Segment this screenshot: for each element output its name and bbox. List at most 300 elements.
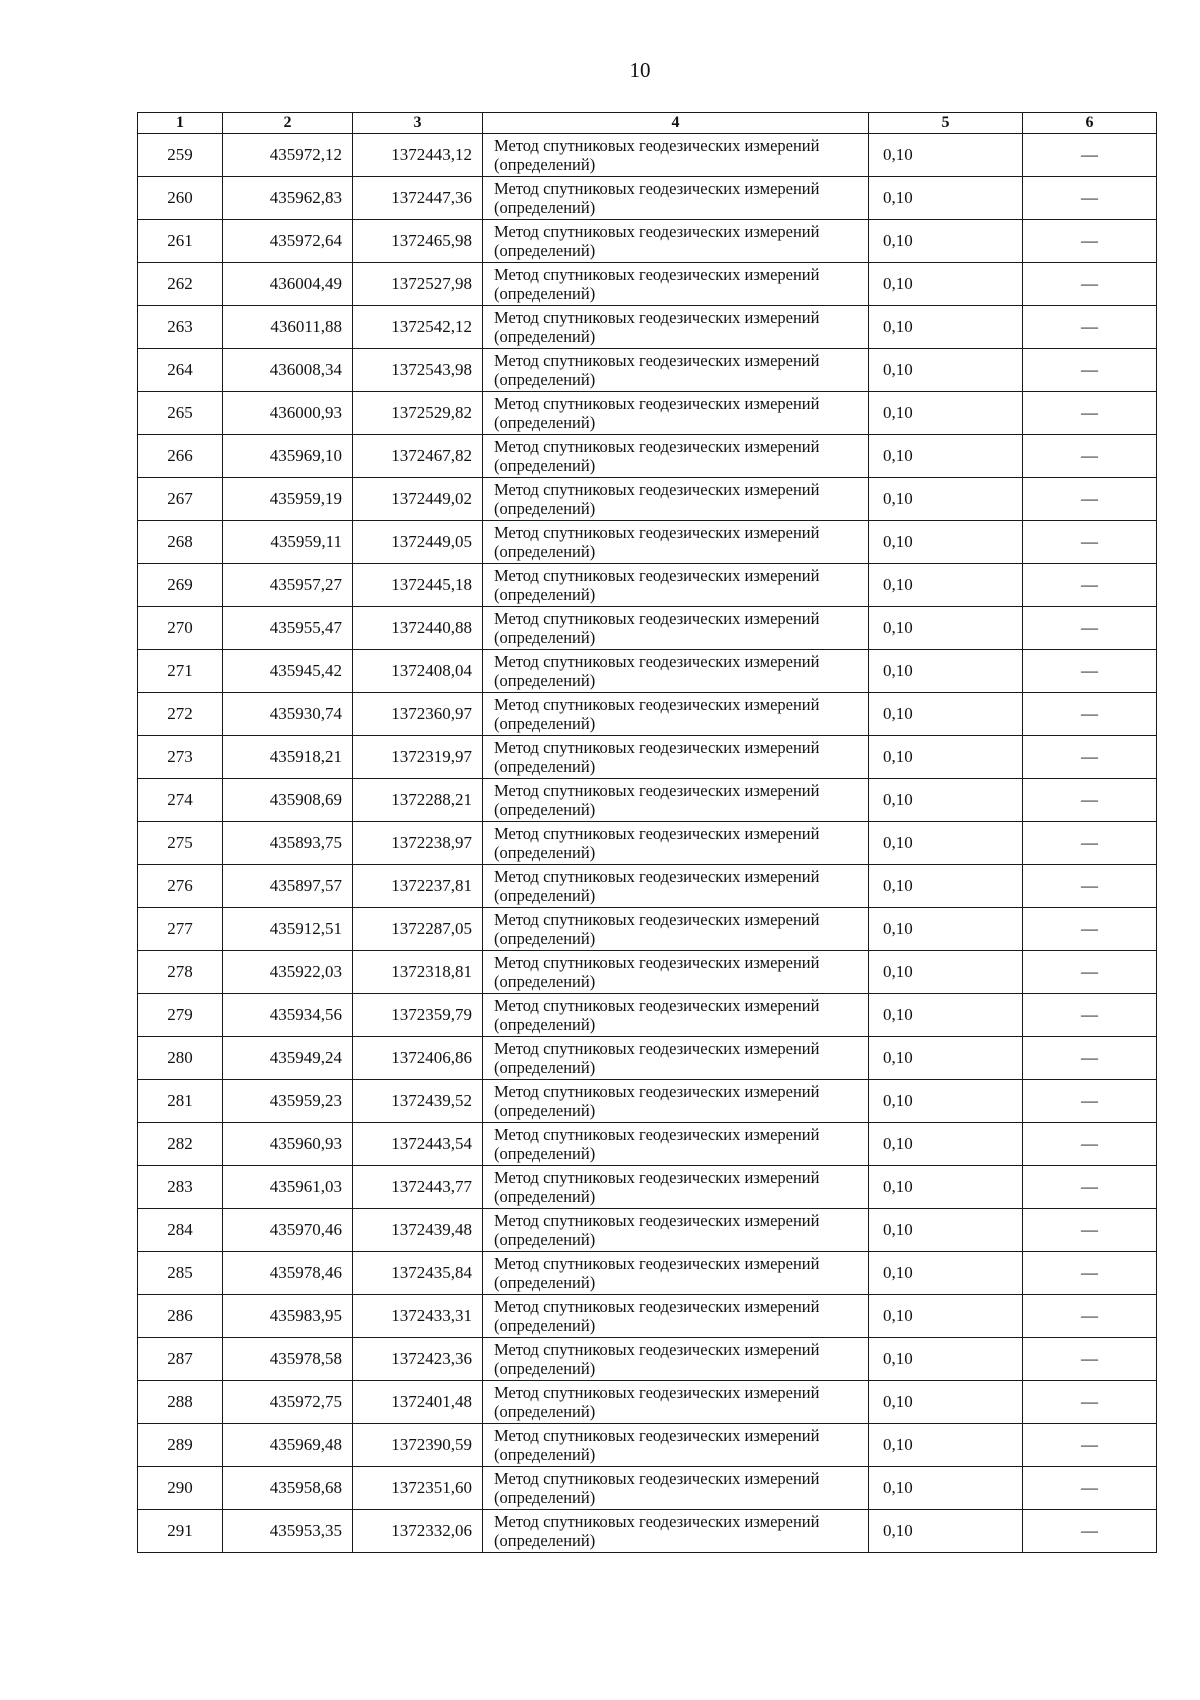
note-cell: — [1023, 177, 1157, 220]
method-cell [483, 908, 869, 951]
accuracy-cell: 0,10 [869, 1510, 1023, 1553]
method-line-1: Метод спутниковых геодезических измерений [494, 1254, 820, 1273]
method-cell [483, 1338, 869, 1381]
accuracy-cell: 0,10 [869, 1166, 1023, 1209]
note-cell: — [1023, 1295, 1157, 1338]
accuracy-cell: 0,10 [869, 177, 1023, 220]
method-cell [483, 392, 869, 435]
accuracy-cell: 0,10 [869, 1123, 1023, 1166]
x-coordinate-cell: 435934,56 [223, 994, 353, 1037]
table-row [138, 521, 1157, 564]
y-coordinate-cell: 1372318,81 [353, 951, 483, 994]
table-row [138, 1037, 1157, 1080]
note-cell: — [1023, 392, 1157, 435]
y-coordinate-cell: 1372401,48 [353, 1381, 483, 1424]
accuracy-cell: 0,10 [869, 951, 1023, 994]
method-line-2: (определений) [494, 1187, 596, 1206]
table-row [138, 1295, 1157, 1338]
method-line-1: Метод спутниковых геодезических измерений [494, 738, 820, 757]
table-row [138, 822, 1157, 865]
y-coordinate-cell: 1372465,98 [353, 220, 483, 263]
accuracy-cell: 0,10 [869, 693, 1023, 736]
accuracy-cell: 0,10 [869, 263, 1023, 306]
x-coordinate-cell: 435960,93 [223, 1123, 353, 1166]
table-row [138, 177, 1157, 220]
accuracy-cell: 0,10 [869, 1295, 1023, 1338]
method-cell [483, 693, 869, 736]
method-line-2: (определений) [494, 1445, 596, 1464]
method-line-2: (определений) [494, 542, 596, 561]
x-coordinate-cell: 435983,95 [223, 1295, 353, 1338]
method-line-1: Метод спутниковых геодезических измерений [494, 652, 820, 671]
point-number-cell: 284 [138, 1209, 223, 1252]
method-line-1: Метод спутниковых геодезических измерений [494, 1125, 820, 1144]
point-number-cell: 280 [138, 1037, 223, 1080]
note-cell: — [1023, 134, 1157, 177]
point-number-cell: 283 [138, 1166, 223, 1209]
y-coordinate-cell: 1372351,60 [353, 1467, 483, 1510]
x-coordinate-cell: 435955,47 [223, 607, 353, 650]
method-line-1: Метод спутниковых геодезических измерений [494, 179, 820, 198]
note-cell: — [1023, 306, 1157, 349]
y-coordinate-cell: 1372445,18 [353, 564, 483, 607]
table-row [138, 1166, 1157, 1209]
table-row [138, 693, 1157, 736]
point-number-cell: 270 [138, 607, 223, 650]
x-coordinate-cell: 435961,03 [223, 1166, 353, 1209]
y-coordinate-cell: 1372319,97 [353, 736, 483, 779]
header-col-1: 1 [138, 113, 223, 134]
x-coordinate-cell: 436004,49 [223, 263, 353, 306]
note-cell: — [1023, 822, 1157, 865]
method-line-2: (определений) [494, 886, 596, 905]
x-coordinate-cell: 435949,24 [223, 1037, 353, 1080]
method-line-1: Метод спутниковых геодезических измерений [494, 523, 820, 542]
method-cell [483, 1209, 869, 1252]
method-cell [483, 1295, 869, 1338]
method-line-1: Метод спутниковых геодезических измерений [494, 824, 820, 843]
method-line-2: (определений) [494, 1402, 596, 1421]
table-row [138, 736, 1157, 779]
x-coordinate-cell: 435972,64 [223, 220, 353, 263]
y-coordinate-cell: 1372238,97 [353, 822, 483, 865]
y-coordinate-cell: 1372360,97 [353, 693, 483, 736]
point-number-cell: 279 [138, 994, 223, 1037]
table-row [138, 951, 1157, 994]
table-row [138, 1424, 1157, 1467]
method-line-2: (определений) [494, 370, 596, 389]
table-row [138, 908, 1157, 951]
method-cell [483, 220, 869, 263]
y-coordinate-cell: 1372542,12 [353, 306, 483, 349]
method-line-2: (определений) [494, 628, 596, 647]
method-line-1: Метод спутниковых геодезических измерений [494, 480, 820, 499]
point-number-cell: 267 [138, 478, 223, 521]
coordinates-table [137, 112, 1157, 1553]
method-line-2: (определений) [494, 1058, 596, 1077]
point-number-cell: 260 [138, 177, 223, 220]
x-coordinate-cell: 435969,48 [223, 1424, 353, 1467]
method-line-1: Метод спутниковых геодезических измерений [494, 136, 820, 155]
method-cell [483, 306, 869, 349]
point-number-cell: 276 [138, 865, 223, 908]
header-col-2: 2 [223, 113, 353, 134]
method-line-1: Метод спутниковых геодезических измерений [494, 566, 820, 585]
table-row [138, 306, 1157, 349]
note-cell: — [1023, 1467, 1157, 1510]
y-coordinate-cell: 1372449,05 [353, 521, 483, 564]
method-cell [483, 1037, 869, 1080]
note-cell: — [1023, 564, 1157, 607]
table-row [138, 1510, 1157, 1553]
method-cell [483, 177, 869, 220]
method-line-2: (определений) [494, 757, 596, 776]
accuracy-cell: 0,10 [869, 779, 1023, 822]
note-cell: — [1023, 1381, 1157, 1424]
method-line-2: (определений) [494, 1144, 596, 1163]
method-line-2: (определений) [494, 843, 596, 862]
x-coordinate-cell: 435930,74 [223, 693, 353, 736]
header-col-4: 4 [483, 113, 869, 134]
method-line-1: Метод спутниковых геодезических измерений [494, 781, 820, 800]
accuracy-cell: 0,10 [869, 650, 1023, 693]
method-line-1: Метод спутниковых геодезических измерений [494, 996, 820, 1015]
method-cell [483, 1166, 869, 1209]
x-coordinate-cell: 435962,83 [223, 177, 353, 220]
method-cell [483, 736, 869, 779]
y-coordinate-cell: 1372439,52 [353, 1080, 483, 1123]
point-number-cell: 290 [138, 1467, 223, 1510]
accuracy-cell: 0,10 [869, 822, 1023, 865]
y-coordinate-cell: 1372439,48 [353, 1209, 483, 1252]
method-line-1: Метод спутниковых геодезических измерений [494, 265, 820, 284]
table-row [138, 263, 1157, 306]
point-number-cell: 268 [138, 521, 223, 564]
accuracy-cell: 0,10 [869, 478, 1023, 521]
method-line-2: (определений) [494, 155, 596, 174]
point-number-cell: 259 [138, 134, 223, 177]
method-cell [483, 1080, 869, 1123]
point-number-cell: 277 [138, 908, 223, 951]
x-coordinate-cell: 436008,34 [223, 349, 353, 392]
method-line-2: (определений) [494, 929, 596, 948]
note-cell: — [1023, 1338, 1157, 1381]
note-cell: — [1023, 736, 1157, 779]
accuracy-cell: 0,10 [869, 1080, 1023, 1123]
method-cell [483, 1467, 869, 1510]
x-coordinate-cell: 435897,57 [223, 865, 353, 908]
y-coordinate-cell: 1372390,59 [353, 1424, 483, 1467]
method-line-1: Метод спутниковых геодезических измерений [494, 1168, 820, 1187]
note-cell: — [1023, 994, 1157, 1037]
accuracy-cell: 0,10 [869, 1467, 1023, 1510]
point-number-cell: 274 [138, 779, 223, 822]
method-line-1: Метод спутниковых геодезических измерений [494, 910, 820, 929]
y-coordinate-cell: 1372527,98 [353, 263, 483, 306]
method-line-1: Метод спутниковых геодезических измерений [494, 394, 820, 413]
note-cell: — [1023, 1209, 1157, 1252]
y-coordinate-cell: 1372408,04 [353, 650, 483, 693]
note-cell: — [1023, 521, 1157, 564]
method-line-1: Метод спутниковых геодезических измерений [494, 695, 820, 714]
accuracy-cell: 0,10 [869, 521, 1023, 564]
x-coordinate-cell: 435918,21 [223, 736, 353, 779]
note-cell: — [1023, 865, 1157, 908]
accuracy-cell: 0,10 [869, 1037, 1023, 1080]
method-line-2: (определений) [494, 714, 596, 733]
method-cell [483, 263, 869, 306]
method-line-2: (определений) [494, 1359, 596, 1378]
table-row [138, 1467, 1157, 1510]
table-row [138, 220, 1157, 263]
point-number-cell: 278 [138, 951, 223, 994]
table-header [138, 113, 1157, 134]
accuracy-cell: 0,10 [869, 607, 1023, 650]
y-coordinate-cell: 1372443,77 [353, 1166, 483, 1209]
note-cell: — [1023, 1037, 1157, 1080]
method-line-1: Метод спутниковых геодезических измерений [494, 351, 820, 370]
y-coordinate-cell: 1372467,82 [353, 435, 483, 478]
method-line-2: (определений) [494, 499, 596, 518]
table-row [138, 1338, 1157, 1381]
note-cell: — [1023, 693, 1157, 736]
note-cell: — [1023, 263, 1157, 306]
note-cell: — [1023, 1510, 1157, 1553]
method-cell [483, 349, 869, 392]
y-coordinate-cell: 1372443,12 [353, 134, 483, 177]
x-coordinate-cell: 435922,03 [223, 951, 353, 994]
y-coordinate-cell: 1372447,36 [353, 177, 483, 220]
y-coordinate-cell: 1372423,36 [353, 1338, 483, 1381]
point-number-cell: 282 [138, 1123, 223, 1166]
x-coordinate-cell: 435893,75 [223, 822, 353, 865]
point-number-cell: 263 [138, 306, 223, 349]
x-coordinate-cell: 436011,88 [223, 306, 353, 349]
y-coordinate-cell: 1372433,31 [353, 1295, 483, 1338]
accuracy-cell: 0,10 [869, 865, 1023, 908]
note-cell: — [1023, 908, 1157, 951]
y-coordinate-cell: 1372237,81 [353, 865, 483, 908]
method-line-2: (определений) [494, 1273, 596, 1292]
method-line-1: Метод спутниковых геодезических измерений [494, 1512, 820, 1531]
y-coordinate-cell: 1372443,54 [353, 1123, 483, 1166]
method-line-1: Метод спутниковых геодезических измерений [494, 308, 820, 327]
header-col-6: 6 [1023, 113, 1157, 134]
y-coordinate-cell: 1372332,06 [353, 1510, 483, 1553]
accuracy-cell: 0,10 [869, 564, 1023, 607]
method-line-2: (определений) [494, 1316, 596, 1335]
method-line-1: Метод спутниковых геодезических измерений [494, 1297, 820, 1316]
method-cell [483, 822, 869, 865]
accuracy-cell: 0,10 [869, 1424, 1023, 1467]
method-line-2: (определений) [494, 241, 596, 260]
x-coordinate-cell: 435959,19 [223, 478, 353, 521]
x-coordinate-cell: 435972,75 [223, 1381, 353, 1424]
x-coordinate-cell: 435953,35 [223, 1510, 353, 1553]
point-number-cell: 285 [138, 1252, 223, 1295]
method-line-1: Метод спутниковых геодезических измерений [494, 1211, 820, 1230]
method-line-2: (определений) [494, 198, 596, 217]
x-coordinate-cell: 436000,93 [223, 392, 353, 435]
method-cell [483, 1424, 869, 1467]
accuracy-cell: 0,10 [869, 306, 1023, 349]
method-line-1: Метод спутниковых геодезических измерений [494, 609, 820, 628]
method-line-2: (определений) [494, 284, 596, 303]
method-cell [483, 865, 869, 908]
table-row [138, 1123, 1157, 1166]
table-row [138, 134, 1157, 177]
x-coordinate-cell: 435970,46 [223, 1209, 353, 1252]
note-cell: — [1023, 435, 1157, 478]
y-coordinate-cell: 1372287,05 [353, 908, 483, 951]
method-cell [483, 1123, 869, 1166]
page-number: 10 [629, 58, 651, 82]
method-line-1: Метод спутниковых геодезических измерений [494, 867, 820, 886]
x-coordinate-cell: 435958,68 [223, 1467, 353, 1510]
x-coordinate-cell: 435969,10 [223, 435, 353, 478]
header-col-5: 5 [869, 113, 1023, 134]
note-cell: — [1023, 1166, 1157, 1209]
point-number-cell: 271 [138, 650, 223, 693]
method-cell [483, 650, 869, 693]
point-number-cell: 287 [138, 1338, 223, 1381]
method-line-2: (определений) [494, 1015, 596, 1034]
note-cell: — [1023, 607, 1157, 650]
table-row [138, 349, 1157, 392]
table-row [138, 865, 1157, 908]
method-line-2: (определений) [494, 800, 596, 819]
point-number-cell: 289 [138, 1424, 223, 1467]
method-cell [483, 607, 869, 650]
point-number-cell: 262 [138, 263, 223, 306]
table-row [138, 435, 1157, 478]
y-coordinate-cell: 1372440,88 [353, 607, 483, 650]
method-line-1: Метод спутниковых геодезических измерений [494, 1340, 820, 1359]
method-cell [483, 134, 869, 177]
method-cell [483, 564, 869, 607]
x-coordinate-cell: 435957,27 [223, 564, 353, 607]
accuracy-cell: 0,10 [869, 994, 1023, 1037]
method-line-1: Метод спутниковых геодезических измерений [494, 1426, 820, 1445]
method-cell [483, 951, 869, 994]
method-line-2: (определений) [494, 1230, 596, 1249]
header-row [138, 113, 1157, 134]
method-line-1: Метод спутниковых геодезических измерений [494, 953, 820, 972]
y-coordinate-cell: 1372288,21 [353, 779, 483, 822]
accuracy-cell: 0,10 [869, 908, 1023, 951]
note-cell: — [1023, 1123, 1157, 1166]
y-coordinate-cell: 1372529,82 [353, 392, 483, 435]
point-number-cell: 286 [138, 1295, 223, 1338]
note-cell: — [1023, 478, 1157, 521]
accuracy-cell: 0,10 [869, 349, 1023, 392]
method-line-1: Метод спутниковых геодезических измерений [494, 1383, 820, 1402]
method-line-2: (определений) [494, 1488, 596, 1507]
point-number-cell: 275 [138, 822, 223, 865]
method-line-1: Метод спутниковых геодезических измерений [494, 437, 820, 456]
method-line-2: (определений) [494, 972, 596, 991]
point-number-cell: 288 [138, 1381, 223, 1424]
x-coordinate-cell: 435959,23 [223, 1080, 353, 1123]
method-line-2: (определений) [494, 671, 596, 690]
point-number-cell: 266 [138, 435, 223, 478]
table-row [138, 1252, 1157, 1295]
method-cell [483, 1252, 869, 1295]
x-coordinate-cell: 435978,46 [223, 1252, 353, 1295]
point-number-cell: 281 [138, 1080, 223, 1123]
table-row [138, 650, 1157, 693]
accuracy-cell: 0,10 [869, 220, 1023, 263]
point-number-cell: 265 [138, 392, 223, 435]
point-number-cell: 261 [138, 220, 223, 263]
method-line-1: Метод спутниковых геодезических измерений [494, 1469, 820, 1488]
point-number-cell: 272 [138, 693, 223, 736]
accuracy-cell: 0,10 [869, 1252, 1023, 1295]
note-cell: — [1023, 220, 1157, 263]
method-cell [483, 521, 869, 564]
method-line-2: (определений) [494, 1531, 596, 1550]
note-cell: — [1023, 349, 1157, 392]
method-line-2: (определений) [494, 327, 596, 346]
note-cell: — [1023, 1252, 1157, 1295]
note-cell: — [1023, 1080, 1157, 1123]
accuracy-cell: 0,10 [869, 736, 1023, 779]
method-cell [483, 478, 869, 521]
note-cell: — [1023, 650, 1157, 693]
x-coordinate-cell: 435959,11 [223, 521, 353, 564]
method-line-2: (определений) [494, 413, 596, 432]
x-coordinate-cell: 435912,51 [223, 908, 353, 951]
table-row [138, 1209, 1157, 1252]
x-coordinate-cell: 435945,42 [223, 650, 353, 693]
method-line-1: Метод спутниковых геодезических измерений [494, 1082, 820, 1101]
method-line-1: Метод спутниковых геодезических измерений [494, 1039, 820, 1058]
table-row [138, 564, 1157, 607]
point-number-cell: 269 [138, 564, 223, 607]
accuracy-cell: 0,10 [869, 1381, 1023, 1424]
method-line-2: (определений) [494, 585, 596, 604]
coordinates-table-container [137, 112, 1156, 1553]
y-coordinate-cell: 1372543,98 [353, 349, 483, 392]
accuracy-cell: 0,10 [869, 435, 1023, 478]
note-cell: — [1023, 779, 1157, 822]
method-line-2: (определений) [494, 456, 596, 475]
method-cell [483, 1510, 869, 1553]
accuracy-cell: 0,10 [869, 392, 1023, 435]
method-line-2: (определений) [494, 1101, 596, 1120]
header-col-3: 3 [353, 113, 483, 134]
table-row [138, 607, 1157, 650]
method-cell [483, 1381, 869, 1424]
point-number-cell: 273 [138, 736, 223, 779]
table-body [138, 134, 1157, 1553]
x-coordinate-cell: 435978,58 [223, 1338, 353, 1381]
method-cell [483, 779, 869, 822]
table-row [138, 1080, 1157, 1123]
note-cell: — [1023, 1424, 1157, 1467]
method-line-1: Метод спутниковых геодезических измерений [494, 222, 820, 241]
y-coordinate-cell: 1372359,79 [353, 994, 483, 1037]
point-number-cell: 264 [138, 349, 223, 392]
x-coordinate-cell: 435908,69 [223, 779, 353, 822]
y-coordinate-cell: 1372449,02 [353, 478, 483, 521]
method-cell [483, 994, 869, 1037]
table-row [138, 1381, 1157, 1424]
table-row [138, 779, 1157, 822]
x-coordinate-cell: 435972,12 [223, 134, 353, 177]
y-coordinate-cell: 1372406,86 [353, 1037, 483, 1080]
accuracy-cell: 0,10 [869, 134, 1023, 177]
